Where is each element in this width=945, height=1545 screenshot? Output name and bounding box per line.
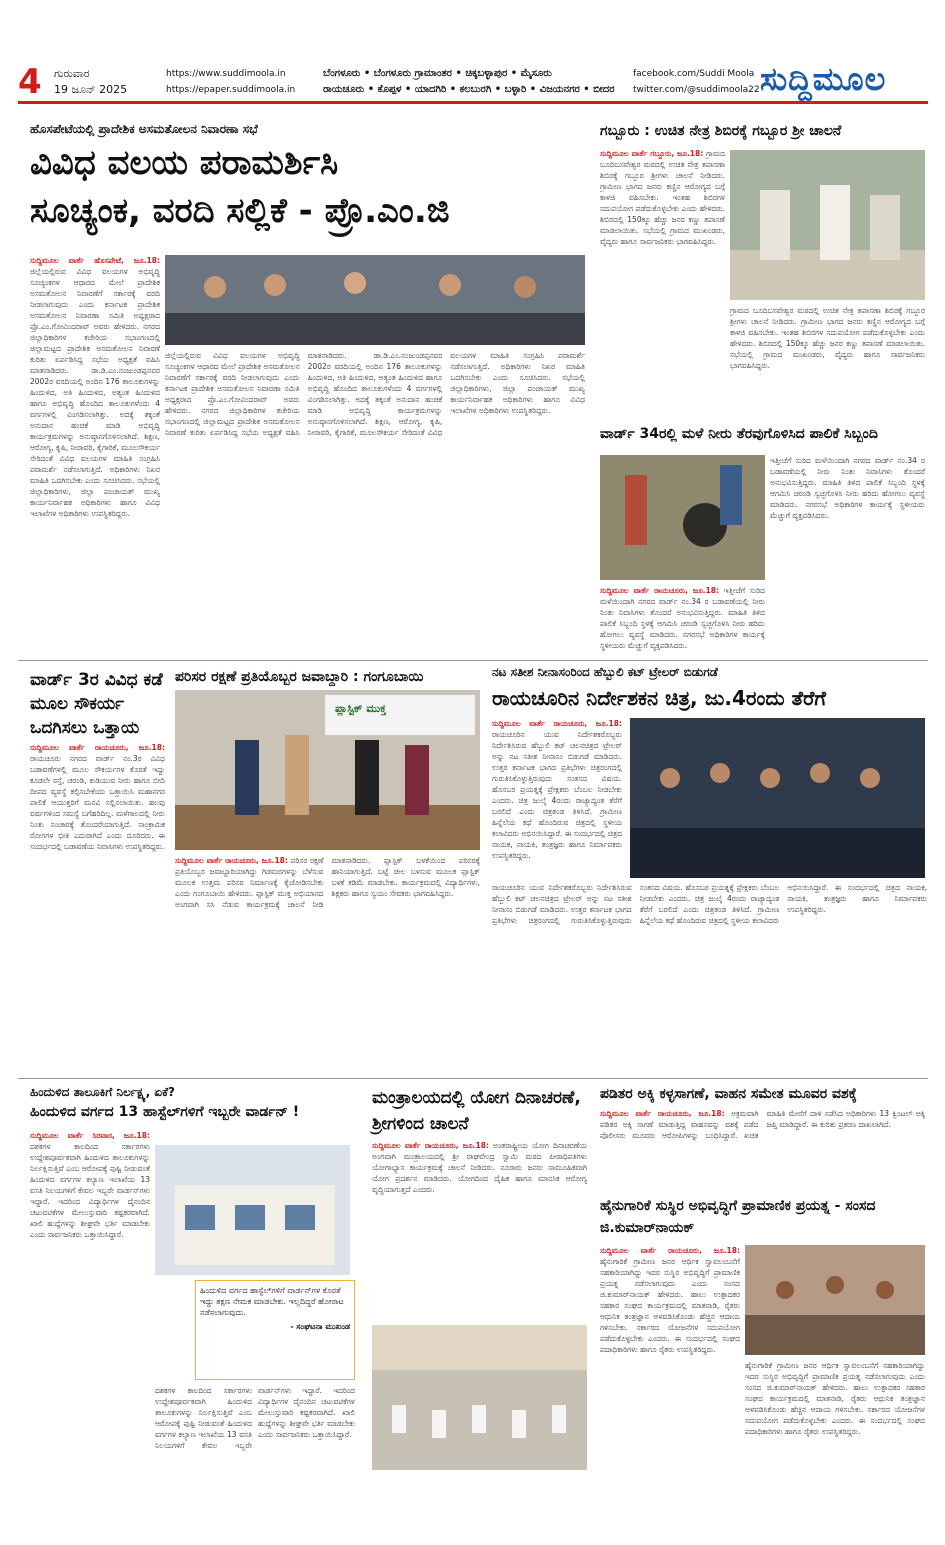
film-team-photo-image [630, 718, 925, 878]
story1-body-cols [165, 350, 585, 650]
yoga-photo-image [372, 1325, 587, 1470]
cities-row-1: ಬೆಂಗಳೂರು • ಬೆಂಗಳೂರು ಗ್ರಾಮಾಂತರ • ಚಿಕ್ಕಬಳ್ಳಾಪುರ • ಮೈಸೂರು [323, 68, 552, 79]
story6-byline: ಸುದ್ದಿಮೂಲ ವಾರ್ತೆ ರಾಯಚೂರು, ಜೂ.18: [492, 719, 622, 728]
story3-body-col1 [600, 585, 765, 655]
story5-headline: ಪರಿಸರ ರಕ್ಷಣೆ ಪ್ರತಿಯೊಬ್ಬರ ಜವಾಬ್ದಾರಿ : ಗಂಗೂಬಾಯಿ [175, 669, 424, 685]
website-link[interactable]: https://www.suddimoola.in [166, 69, 286, 79]
story3-photo [600, 455, 765, 580]
story2-byline: ಸುದ್ದಿಮೂಲ ವಾರ್ತೆ ಗಬ್ಬೂರು, ಜೂ.18: [600, 149, 704, 158]
story7-body-col1 [30, 1130, 150, 1530]
dairy-event-photo-image [745, 1245, 925, 1355]
hostel-photo-image [155, 1145, 350, 1275]
masthead-logo: ಸುದ್ದಿಮೂಲ [760, 60, 887, 98]
story4-headline: ವಾರ್ಡ್ 3ರ ವಿವಿಧ ಕಡೆ ಮೂಲ ಸೌಕರ್ಯ ಒದಗಿಸಲು ಒತ್ತಾಯ [30, 670, 163, 738]
story10-photo [745, 1245, 925, 1355]
story1-headline-1: ವಿವಿಧ ವಲಯ ಪರಾಮರ್ಶಿಸಿ [30, 143, 339, 183]
story8-body-text: ಅಂತರಾಷ್ಟ್ರೀಯ ಯೋಗ ದಿನಾಚರಣೆಯ ಅಂಗವಾಗಿ ಮಂತ್ರಾಲಯದಲ್ಲಿ ಶ್ರೀ ರಾಘವೇಂದ್ರ ಸ್ವಾಮಿ ಮಠದ ಪೀಠಾಧಿಪತಿಗಳು ಯೋಗಾಭ್ಯಾಸ ಕಾರ್ಯಕ್ರಮಕ್ಕೆ ಚಾಲನೆ ನೀಡಿದರು. ನೂರಾರು ಜನರು ಸಾಮೂಹಿಕವಾಗಿ ಯೋಗ ಪ್ರದರ್ಶನ ಮಾಡಿದರು. ಯೋಗದಿಂದ ದೈಹಿಕ ಹಾಗೂ ಮಾನಸಿಕ ಆರೋಗ್ಯ ವೃದ್ಧಿಯಾಗುತ್ತದೆ ಎಂದರು. [372, 1141, 587, 1194]
meeting-photo-image [165, 255, 585, 345]
story2-body-continued: ಗ್ರಾಮದ ಬೂದಿಬಸವೇಶ್ವರ ಮಠದಲ್ಲಿ ಉಚಿತ ನೇತ್ರ ತಪಾಸಣಾ ಶಿಬಿರಕ್ಕೆ ಗಬ್ಬೂರ ಶ್ರೀಗಳು ಚಾಲನೆ ನೀಡಿದರು. ಗ್ರಾಮೀಣ ಭಾಗದ ಜನರು ಕಣ್ಣಿನ ಆರೋಗ್ಯದ ಬಗ್ಗೆ ಕಾಳಜಿ ವಹಿಸಬೇಕು. ಇಂತಹ ಶಿಬಿರಗಳ ಸದುಪಯೋಗ ಪಡೆದುಕೊಳ್ಳಬೇಕು ಎಂದು ಹೇಳಿದರು. ಶಿಬಿರದಲ್ಲಿ 150ಕ್ಕೂ ಹೆಚ್ಚು ಜನರ ಕಣ್ಣು ತಪಾಸಣೆ ಮಾಡಲಾಯಿತು. ಸಭೆಯಲ್ಲಿ ಗ್ರಾಮದ ಮುಖಂಡರು, ವೈದ್ಯರು ಹಾಗೂ ಸಾರ್ವಜನಿಕರು ಭಾಗವಹಿಸಿದ್ದರು. [730, 306, 925, 370]
social-block [633, 66, 760, 98]
story2-body [600, 148, 725, 303]
story8-headline: ಮಂತ್ರಾಲಯದಲ್ಲಿ ಯೋಗ ದಿನಾಚರಣೆ, ಶ್ರೀಗಳಿಂದ ಚಾಲನೆ [372, 1088, 581, 1134]
drain-photo-image [600, 455, 765, 580]
date: 19 ಜೂನ್ 2025 [54, 83, 128, 96]
story8-byline: ಸುದ್ದಿಮೂಲ ವಾರ್ತೆ ರಾಯಚೂರು, ಜೂ.18: [372, 1141, 489, 1150]
story8-body [372, 1140, 587, 1320]
story7-quote: ಹಿಂದುಳಿದ ವರ್ಗದ ಹಾಸ್ಟೆಲ್‌ಗಳಿಗೆ ವಾರ್ಡನ್‌ಗಳ ಕೊರತೆ ಇದ್ದು ತಕ್ಷಣ ನೇಮಕ ಮಾಡಬೇಕು. ಇಲ್ಲದಿದ್ದರೆ ಹೋರಾಟ ನಡೆಸಲಾಗುವುದು. [200, 1286, 344, 1317]
story6-body-continued: ರಾಯಚೂರಿನ ಯುವ ನಿರ್ದೇಶಕರೊಬ್ಬರು ನಿರ್ದೇಶಿಸಿರುವ ಹೆಬ್ಬುಲಿ ಕಟ್ ಚಲನಚಿತ್ರದ ಟ್ರೇಲರ್ ಅನ್ನು ನಟ ಸತೀಶ ನೀನಾಸಂ ಬಿಡುಗಡೆ ಮಾಡಿದರು. ಉತ್ತರ ಕರ್ನಾಟಕ ಭಾಗದ ಪ್ರತಿಭೆಗಳು ಚಿತ್ರರಂಗದಲ್ಲಿ ಗುರುತಿಸಿಕೊಳ್ಳುತ್ತಿರುವುದು ಸಂತಸದ ವಿಷಯ. ಹೊಸಬರ ಪ್ರಯತ್ನಕ್ಕೆ ಪ್ರೇಕ್ಷಕರು ಬೆಂಬಲ ನೀಡಬೇಕು ಎಂದರು. ಚಿತ್ರ ಜುಲೈ 4ರಂದು ರಾಜ್ಯಾದ್ಯಂತ ತೆರೆಗೆ ಬರಲಿದೆ ಎಂದು ಚಿತ್ರತಂಡ ತಿಳಿಸಿದೆ. ಗ್ರಾಮೀಣ ಹಿನ್ನೆಲೆಯ ಕಥೆ ಹೊಂದಿರುವ ಚಿತ್ರದಲ್ಲಿ ಸ್ಥಳೀಯ ಕಲಾವಿದರು ಅಭಿನಯಿಸಿದ್ದಾರೆ. ಈ ಸಂದರ್ಭದಲ್ಲಿ ಚಿತ್ರದ ನಾಯಕ, ನಾಯಕಿ, ತಂತ್ರಜ್ಞರು ಹಾಗೂ ನಿರ್ಮಾಪಕರು ಉಪಸ್ಥಿತರಿದ್ದರು. [492, 883, 927, 925]
story5-body [175, 855, 480, 1065]
story7-body: ದಶಕಗಳ ಕಾಲದಿಂದ ಸರ್ಕಾರಗಳು ಉದ್ದೇಶಪೂರ್ವಕವಾಗಿ ಹಿಂದುಳಿದ ತಾಲೂಕುಗಳನ್ನು ನಿರ್ಲಕ್ಷಿಸುತ್ತಿವೆ ಎಂಬ ಆರೋಪಕ್ಕೆ ಪುಷ್ಟಿ ನೀಡುವಂತೆ ಹಿಂದುಳಿದ ವರ್ಗಗಳ ಕಲ್ಯಾಣ ಇಲಾಖೆಯ 13 ವಸತಿ ನಿಲಯಗಳಿಗೆ ಕೇವಲ ಇಬ್ಬರೇ ವಾರ್ಡನ್‌ಗಳು ಇದ್ದಾರೆ. ಇದರಿಂದ ವಿದ್ಯಾರ್ಥಿಗಳ ದೈನಂದಿನ ಚಟುವಟಿಕೆಗಳ ಮೇಲುಸ್ತುವಾರಿ ಕಷ್ಟಕರವಾಗಿದೆ. ಖಾಲಿ ಹುದ್ದೆಗಳನ್ನು ಶೀಘ್ರವೇ ಭರ್ತಿ ಮಾಡಬೇಕು ಎಂದು ಸಾರ್ವಜನಿಕರು ಒತ್ತಾಯಿಸಿದ್ದಾರೆ. [30, 1142, 150, 1239]
story7-headline: ಹಿಂದುಳಿದ ವರ್ಗದ 13 ಹಾಸ್ಟೆಲ್‌ಗಳಿಗೆ ಇಬ್ಬರೇ ವಾರ್ಡನ್ ! [30, 1104, 300, 1120]
story6-body: ರಾಯಚೂರಿನ ಯುವ ನಿರ್ದೇಶಕರೊಬ್ಬರು ನಿರ್ದೇಶಿಸಿರುವ ಹೆಬ್ಬುಲಿ ಕಟ್ ಚಲನಚಿತ್ರದ ಟ್ರೇಲರ್ ಅನ್ನು ನಟ ಸತೀಶ ನೀನಾಸಂ ಬಿಡುಗಡೆ ಮಾಡಿದರು. ಉತ್ತರ ಕರ್ನಾಟಕ ಭಾಗದ ಪ್ರತಿಭೆಗಳು ಚಿತ್ರರಂಗದಲ್ಲಿ ಗುರುತಿಸಿಕೊಳ್ಳುತ್ತಿರುವುದು ಸಂತಸದ ವಿಷಯ. ಹೊಸಬರ ಪ್ರಯತ್ನಕ್ಕೆ ಪ್ರೇಕ್ಷಕರು ಬೆಂಬಲ ನೀಡಬೇಕು ಎಂದರು. ಚಿತ್ರ ಜುಲೈ 4ರಂದು ರಾಜ್ಯಾದ್ಯಂತ ತೆರೆಗೆ ಬರಲಿದೆ ಎಂದು ಚಿತ್ರತಂಡ ತಿಳಿಸಿದೆ. ಗ್ರಾಮೀಣ ಹಿನ್ನೆಲೆಯ ಕಥೆ ಹೊಂದಿರುವ ಚಿತ್ರದಲ್ಲಿ ಸ್ಥಳೀಯ ಕಲಾವಿದರು ಅಭಿನಯಿಸಿದ್ದಾರೆ. ಈ ಸಂದರ್ಭದಲ್ಲಿ ಚಿತ್ರದ ನಾಯಕ, ನಾಯಕಿ, ತಂತ್ರಜ್ಞರು ಹಾಗೂ ನಿರ್ಮಾಪಕರು ಉಪಸ್ಥಿತರಿದ್ದರು. [492, 730, 622, 860]
facebook-link[interactable]: facebook.com/Suddi Moola [633, 69, 755, 79]
story10-body-continued: ಹೈನುಗಾರಿಕೆ ಗ್ರಾಮೀಣ ಜನರ ಆರ್ಥಿಕ ಸ್ವಾವಲಂಬನೆಗೆ ಸಹಕಾರಿಯಾಗಿದ್ದು ಇದರ ಸುಸ್ಥಿರ ಅಭಿವೃದ್ಧಿಗೆ ಪ್ರಾಮಾಣಿಕ ಪ್ರಯತ್ನ ನಡೆಸಲಾಗುವುದು ಎಂದು ಸಂಸದ ಜಿ.ಕುಮಾರ್‌ನಾಯಕ್ ಹೇಳಿದರು. ಹಾಲು ಉತ್ಪಾದಕರ ಸಹಕಾರ ಸಂಘದ ಕಾರ್ಯಕ್ರಮದಲ್ಲಿ ಮಾತನಾಡಿ, ರೈತರು ಆಧುನಿಕ ತಂತ್ರಜ್ಞಾನ ಅಳವಡಿಸಿಕೊಂಡು ಹೆಚ್ಚಿನ ಆದಾಯ ಗಳಿಸಬೇಕು. ಸರ್ಕಾರದ ಯೋಜನೆಗಳ ಸದುಪಯೋಗ ಪಡೆದುಕೊಳ್ಳಬೇಕು ಎಂದರು. ಈ ಸಂದರ್ಭದಲ್ಲಿ ಸಂಘದ ಪದಾಧಿಕಾರಿಗಳು ಹಾಗೂ ರೈತರು ಉಪಸ್ಥಿತರಿದ್ದರು. [745, 1361, 925, 1436]
url-block [166, 66, 295, 98]
story1-byline: ಸುದ್ದಿಮೂಲ ವಾರ್ತೆ ಹೊಸಪೇಟೆ, ಜೂ.18: [30, 256, 160, 265]
story1-body: ಜಿಲ್ಲೆಯಲ್ಲಿರುವ ವಿವಿಧ ವಲಯಗಳ ಅಭಿವೃದ್ಧಿ ಸೂಚ್ಯಂಕಗಳ ಆಧಾರದ ಮೇಲೆ ಪ್ರಾದೇಶಿಕ ಅಸಮತೋಲನ ನಿವಾರಣೆಗೆ ಸರ್ಕಾರಕ್ಕೆ ವರದಿ ನೀಡಲಾಗುವುದು ಎಂದು ಕರ್ನಾಟಕ ಪ್ರಾದೇಶಿಕ ಅಸಮತೋಲನ ನಿವಾರಣಾ ಸಮಿತಿ ಅಧ್ಯಕ್ಷರಾದ ಪ್ರೊ.ಎಂ.ಗೋವಿಂದರಾವ್ ಅವರು ಹೇಳಿದರು. ನಗರದ ಜಿಲ್ಲಾಧಿಕಾರಿಗಳ ಕಚೇರಿಯ ಸಭಾಂಗಣದಲ್ಲಿ ಜಿಲ್ಲಾಮಟ್ಟದ ಪ್ರಾದೇಶಿಕ ಅಸಮತೋಲನ ನಿವಾರಣೆ ಕುರಿತು ಏರ್ಪಡಿಸಿದ್ದ ಸಭೆಯ ಅಧ್ಯಕ್ಷತೆ ವಹಿಸಿ ಮಾತನಾಡಿದರು. ಡಾ.ಡಿ.ಎಂ.ನಂಜುಂಡಪ್ಪನವರ 2002ರ ವರದಿಯಲ್ಲಿ ಅಂದಿನ 176 ತಾಲೂಕುಗಳನ್ನು ಹಿಂದುಳಿದ, ಅತಿ ಹಿಂದುಳಿದ, ಅತ್ಯಂತ ಹಿಂದುಳಿದ ಹಾಗೂ ಅಭಿವೃದ್ಧಿ ಹೊಂದಿದ ತಾಲೂಕುಗಳೆಂದು 4 ವರ್ಗಗಳಲ್ಲಿ ವಿಂಗಡಿಸಲಾಗಿತ್ತು. ಅದಕ್ಕೆ ತಕ್ಕಂತೆ ಅನುದಾನ ಹಂಚಿಕೆ ಮಾಡಿ ಅಭಿವೃದ್ಧಿ ಕಾರ್ಯಕ್ರಮಗಳನ್ನು ಅನುಷ್ಠಾನಗೊಳಿಸಲಾಗಿದೆ. ಶಿಕ್ಷಣ, ಆರೋಗ್ಯ, ಕೃಷಿ, ನೀರಾವರಿ, ಕೈಗಾರಿಕೆ, ಮೂಲಸೌಕರ್ಯ ಸೇರಿದಂತೆ ವಿವಿಧ ವಲಯಗಳ ಮಾಹಿತಿ ಸಂಗ್ರಹಿಸಿ ಪರಾಮರ್ಶೆ ನಡೆಸಲಾಗುತ್ತಿದೆ. ಅಧಿಕಾರಿಗಳು ನಿಖರ ಮಾಹಿತಿ ಒದಗಿಸಬೇಕು ಎಂದು ಸೂಚಿಸಿದರು. ಸಭೆಯಲ್ಲಿ ಜಿಲ್ಲಾಧಿಕಾರಿಗಳು, ಜಿಲ್ಲಾ ಪಂಚಾಯತ್ ಮುಖ್ಯ ಕಾರ್ಯನಿರ್ವಾಹಕ ಅಧಿಕಾರಿಗಳು ಹಾಗೂ ವಿವಿಧ ಇಲಾಖೆಗಳ ಅಧಿಕಾರಿಗಳು ಉಪಸ್ಥಿತರಿದ್ದರು. [30, 267, 160, 518]
story6-headline: ರಾಯಚೂರಿನ ನಿರ್ದೇಶಕನ ಚಿತ್ರ, ಜು.4ರಂದು ತೆರೆಗೆ [492, 686, 826, 710]
story1-kicker: ಹೊಸಪೇಟೆಯಲ್ಲಿ ಪ್ರಾದೇಶಿಕ ಅಸಮತೋಲನ ನಿವಾರಣಾ ಸಭೆ [30, 122, 258, 136]
story9-body-text: ಅಕ್ರಮವಾಗಿ ಪಡಿತರ ಅಕ್ಕಿ ಸಾಗಣೆ ಮಾಡುತ್ತಿದ್ದ ವಾಹನವನ್ನು ವಶಕ್ಕೆ ಪಡೆದ ಪೊಲೀಸರು ಮೂವರು ಆರೋಪಿಗಳನ್ನು ಬಂಧಿಸಿದ್ದಾರೆ. ಖಚಿತ ಮಾಹಿತಿ ಮೇರೆಗೆ ದಾಳಿ ನಡೆಸಿದ ಅಧಿಕಾರಿಗಳು 13 ಕ್ವಿಂಟಲ್ ಅಕ್ಕಿ ಜಪ್ತಿ ಮಾಡಿದ್ದಾರೆ. ಈ ಕುರಿತು ಪ್ರಕರಣ ದಾಖಲಾಗಿದೆ. [600, 1109, 925, 1140]
tree-planting-photo-image [175, 690, 480, 850]
story10-body: ಹೈನುಗಾರಿಕೆ ಗ್ರಾಮೀಣ ಜನರ ಆರ್ಥಿಕ ಸ್ವಾವಲಂಬನೆಗೆ ಸಹಕಾರಿಯಾಗಿದ್ದು ಇದರ ಸುಸ್ಥಿರ ಅಭಿವೃದ್ಧಿಗೆ ಪ್ರಾಮಾಣಿಕ ಪ್ರಯತ್ನ ನಡೆಸಲಾಗುವುದು ಎಂದು ಸಂಸದ ಜಿ.ಕುಮಾರ್‌ನಾಯಕ್ ಹೇಳಿದರು. ಹಾಲು ಉತ್ಪಾದಕರ ಸಹಕಾರ ಸಂಘದ ಕಾರ್ಯಕ್ರಮದಲ್ಲಿ ಮಾತನಾಡಿ, ರೈತರು ಆಧುನಿಕ ತಂತ್ರಜ್ಞಾನ ಅಳವಡಿಸಿಕೊಂಡು ಹೆಚ್ಚಿನ ಆದಾಯ ಗಳಿಸಬೇಕು. ಸರ್ಕಾರದ ಯೋಜನೆಗಳ ಸದುಪಯೋಗ ಪಡೆದುಕೊಳ್ಳಬೇಕು ಎಂದರು. ಈ ಸಂದರ್ಭದಲ್ಲಿ ಸಂಘದ ಪದಾಧಿಕಾರಿಗಳು ಹಾಗೂ ರೈತರು ಉಪಸ್ಥಿತರಿದ್ದರು. [600, 1257, 740, 1354]
story3-headline: ವಾರ್ಡ್ 34ರಲ್ಲಿ ಮಳೆ ನೀರು ತೆರವುಗೊಳಿಸಿದ ಪಾಲಿಕೆ ಸಿಬ್ಬಂದಿ [600, 426, 878, 442]
cities-row-2: ರಾಯಚೂರು • ಕೊಪ್ಪಳ • ಯಾದಗಿರಿ • ಕಲಬುರಗಿ • ಬಳ್ಳಾರಿ • ವಿಜಯನಗರ • ಬೀದರ [323, 84, 615, 95]
story3-body-continued: ಇತ್ತೀಚೆಗೆ ಸುರಿದ ಮಳೆಯಿಂದಾಗಿ ನಗರದ ವಾರ್ಡ್ ನಂ.34 ರ ಬಡಾವಣೆಯಲ್ಲಿ ನೀರು ನಿಂತು ನಿವಾಸಿಗಳು ತೊಂದರೆ ಅನುಭವಿಸುತ್ತಿದ್ದರು. ಮಾಹಿತಿ ತಿಳಿದ ಪಾಲಿಕೆ ಸಿಬ್ಬಂದಿ ಸ್ಥಳಕ್ಕೆ ಆಗಮಿಸಿ ಚರಂಡಿ ಸ್ವಚ್ಛಗೊಳಿಸಿ ನೀರು ಹರಿದು ಹೋಗಲು ವ್ಯವಸ್ಥೆ ಮಾಡಿದರು. ನಗರಸಭೆ ಅಧಿಕಾರಿಗಳ ಕಾರ್ಯಕ್ಕೆ ಸ್ಥಳೀಯರು ಮೆಚ್ಚುಗೆ ವ್ಯಕ್ತಪಡಿಸಿದರು. [770, 456, 925, 520]
story2-photo [730, 150, 925, 300]
story1-kicker-row [30, 118, 590, 137]
story2-body-text: ಗ್ರಾಮದ ಬೂದಿಬಸವೇಶ್ವರ ಮಠದಲ್ಲಿ ಉಚಿತ ನೇತ್ರ ತಪಾಸಣಾ ಶಿಬಿರಕ್ಕೆ ಗಬ್ಬೂರ ಶ್ರೀಗಳು ಚಾಲನೆ ನೀಡಿದರು. ಗ್ರಾಮೀಣ ಭಾಗದ ಜನರು ಕಣ್ಣಿನ ಆರೋಗ್ಯದ ಬಗ್ಗೆ ಕಾಳಜಿ ವಹಿಸಬೇಕು. ಇಂತಹ ಶಿಬಿರಗಳ ಸದುಪಯೋಗ ಪಡೆದುಕೊಳ್ಳಬೇಕು ಎಂದು ಹೇಳಿದರು. ಶಿಬಿರದಲ್ಲಿ 150ಕ್ಕೂ ಹೆಚ್ಚು ಜನರ ಕಣ್ಣು ತಪಾಸಣೆ ಮಾಡಲಾಯಿತು. ಸಭೆಯಲ್ಲಿ ಗ್ರಾಮದ ಮುಖಂಡರು, ವೈದ್ಯರು ಹಾಗೂ ಸಾರ್ವಜನಿಕರು ಭಾಗವಹಿಸಿದ್ದರು. [600, 149, 725, 246]
date-block [54, 66, 127, 98]
page-number: 4 [18, 62, 42, 102]
story2-body-col2 [730, 305, 925, 415]
story3-body-col2 [770, 455, 925, 655]
story3-body: ಇತ್ತೀಚೆಗೆ ಸುರಿದ ಮಳೆಯಿಂದಾಗಿ ನಗರದ ವಾರ್ಡ್ ನಂ.34 ರ ಬಡಾವಣೆಯಲ್ಲಿ ನೀರು ನಿಂತು ನಿವಾಸಿಗಳು ತೊಂದರೆ ಅನುಭವಿಸುತ್ತಿದ್ದರು. ಮಾಹಿತಿ ತಿಳಿದ ಪಾಲಿಕೆ ಸಿಬ್ಬಂದಿ ಸ್ಥಳಕ್ಕೆ ಆಗಮಿಸಿ ಚರಂಡಿ ಸ್ವಚ್ಛಗೊಳಿಸಿ ನೀರು ಹರಿದು ಹೋಗಲು ವ್ಯವಸ್ಥೆ ಮಾಡಿದರು. ನಗರಸಭೆ ಅಧಿಕಾರಿಗಳ ಕಾರ್ಯಕ್ಕೆ ಸ್ಥಳೀಯರು ಮೆಚ್ಚುಗೆ ವ್ಯಕ್ತಪಡಿಸಿದರು. [600, 586, 765, 650]
eye-camp-photo-image [730, 150, 925, 300]
divider-2 [18, 1078, 928, 1079]
story7-byline: ಸುದ್ದಿಮೂಲ ವಾರ್ತೆ ಸಿರವಾರ, ಜೂ.18: [30, 1131, 150, 1140]
story10-byline: ಸುದ್ದಿಮೂಲ ವಾರ್ತೆ ರಾಯಚೂರು, ಜೂ.18: [600, 1246, 740, 1255]
story5-body-text: ಪರಿಸರ ರಕ್ಷಣೆ ಪ್ರತಿಯೊಬ್ಬರ ಜವಾಬ್ದಾರಿಯಾಗಿದ್ದು ಗಿಡಮರಗಳನ್ನು ಬೆಳೆಸುವ ಮೂಲಕ ಉತ್ತಮ ಪರಿಸರ ನಿರ್ಮಾಣಕ್ಕೆ ಕೈಜೋಡಿಸಬೇಕು ಎಂದು ಗಂಗೂಬಾಯಿ ಹೇಳಿದರು. ಪ್ಲಾಸ್ಟಿಕ್ ಮುಕ್ತ ಅಭಿಯಾನದ ಅಂಗವಾಗಿ ಸಸಿ ನೆಡುವ ಕಾರ್ಯಕ್ರಮಕ್ಕೆ ಚಾಲನೆ ನೀಡಿ ಮಾತನಾಡಿದರು. ಪ್ಲಾಸ್ಟಿಕ್ ಬಳಕೆಯಿಂದ ಪರಿಸರಕ್ಕೆ ಹಾನಿಯಾಗುತ್ತಿದೆ. ಬಟ್ಟೆ ಚೀಲ ಬಳಸುವ ಮೂಲಕ ಪ್ಲಾಸ್ಟಿಕ್ ಬಳಕೆ ಕಡಿಮೆ ಮಾಡಬೇಕು. ಕಾರ್ಯಕ್ರಮದಲ್ಲಿ ವಿದ್ಯಾರ್ಥಿಗಳು, ಶಿಕ್ಷಕರು ಹಾಗೂ ಸ್ವಯಂ ಸೇವಕರು ಭಾಗವಹಿಸಿದ್ದರು. [175, 856, 480, 909]
story4-byline: ಸುದ್ದಿಮೂಲ ವಾರ್ತೆ ರಾಯಚೂರು, ಜೂ.18: [30, 743, 165, 752]
story1-headline-2: ಸೂಚ್ಯಂಕ, ವರದಿ ಸಲ್ಲಿಕೆ - ಪ್ರೊ.ಎಂ.ಜಿ [30, 191, 450, 231]
story7-body-continued: ದಶಕಗಳ ಕಾಲದಿಂದ ಸರ್ಕಾರಗಳು ಉದ್ದೇಶಪೂರ್ವಕವಾಗಿ ಹಿಂದುಳಿದ ತಾಲೂಕುಗಳನ್ನು ನಿರ್ಲಕ್ಷಿಸುತ್ತಿವೆ ಎಂಬ ಆರೋಪಕ್ಕೆ ಪುಷ್ಟಿ ನೀಡುವಂತೆ ಹಿಂದುಳಿದ ವರ್ಗಗಳ ಕಲ್ಯಾಣ ಇಲಾಖೆಯ 13 ವಸತಿ ನಿಲಯಗಳಿಗೆ ಕೇವಲ ಇಬ್ಬರೇ ವಾರ್ಡನ್‌ಗಳು ಇದ್ದಾರೆ. ಇದರಿಂದ ವಿದ್ಯಾರ್ಥಿಗಳ ದೈನಂದಿನ ಚಟುವಟಿಕೆಗಳ ಮೇಲುಸ್ತುವಾರಿ ಕಷ್ಟಕರವಾಗಿದೆ. ಖಾಲಿ ಹುದ್ದೆಗಳನ್ನು ಶೀಘ್ರವೇ ಭರ್ತಿ ಮಾಡಬೇಕು ಎಂದು ಸಾರ್ವಜನಿಕರು ಒತ್ತಾಯಿಸಿದ್ದಾರೆ. [155, 1386, 355, 1450]
story8-photo [372, 1325, 587, 1470]
story7-body-cols [155, 1385, 355, 1530]
story10-headline: ಹೈನುಗಾರಿಕೆ ಸುಸ್ಥಿರ ಅಭಿವೃದ್ಧಿಗೆ ಪ್ರಾಮಾಣಿಕ ಪ್ರಯತ್ನ - ಸಂಸದ ಜಿ.ಕುಮಾರ್‌ನಾಯಕ್ [600, 1198, 876, 1236]
story7-quote-by: - ಸಂಘಟನಾ ಮುಖಂಡ [290, 1322, 350, 1331]
city-list [323, 66, 615, 98]
story2-headline: ಗಬ್ಬೂರು : ಉಚಿತ ನೇತ್ರ ಶಿಬಿರಕ್ಕೆ ಗಬ್ಬೂರ ಶ್ರೀ ಚಾಲನೆ [600, 123, 842, 139]
story4-body-text: ರಾಯಚೂರು ನಗರದ ವಾರ್ಡ್ ನಂ.3ರ ವಿವಿಧ ಬಡಾವಣೆಗಳಲ್ಲಿ ಮೂಲ ಸೌಕರ್ಯಗಳ ಕೊರತೆ ಇದ್ದು ಕೂಡಲೇ ರಸ್ತೆ, ಚರಂಡಿ, ಕುಡಿಯುವ ನೀರು ಹಾಗೂ ಬೀದಿ ದೀಪದ ವ್ಯವಸ್ಥೆ ಕಲ್ಪಿಸಬೇಕೆಂದು ಒತ್ತಾಯಿಸಿ ಮಹಾನಗರ ಪಾಲಿಕೆ ಆಯುಕ್ತರಿಗೆ ಮನವಿ ಸಲ್ಲಿಸಲಾಯಿತು. ಹಲವು ವರ್ಷಗಳಿಂದ ಸಮಸ್ಯೆ ಬಗೆಹರಿದಿಲ್ಲ. ಮಳೆಗಾಲದಲ್ಲಿ ನೀರು ನಿಂತು ಸಂಚಾರಕ್ಕೆ ತೊಂದರೆಯಾಗುತ್ತಿದೆ. ಸಾಂಕ್ರಾಮಿಕ ರೋಗಗಳ ಭೀತಿ ಎದುರಾಗಿದೆ ಎಂದು ದೂರಿದರು. ಈ ಸಂದರ್ಭದಲ್ಲಿ ಬಡಾವಣೆಯ ನಿವಾಸಿಗಳು ಉಪಸ್ಥಿತರಿದ್ದರು. [30, 754, 165, 851]
story1-body-col1 [30, 255, 160, 650]
story6-body-col1 [492, 718, 622, 878]
story7-kicker: ಹಿಂದುಳಿದ ತಾಲೂಕಿಗೆ ನಿರ್ಲಕ್ಷ್ಯ, ಏಕೆ? [30, 1085, 176, 1099]
epaper-link[interactable]: https://epaper.suddimoola.in [166, 85, 296, 95]
story3-byline: ಸುದ್ದಿಮೂಲ ವಾರ್ತೆ ರಾಯಚೂರು, ಜೂ.18: [600, 586, 719, 595]
story10-body-col2 [745, 1360, 925, 1530]
story6-photo [630, 718, 925, 878]
photo-banner-text: ಪ್ಲಾಸ್ಟಿಕ್ ಮುಕ್ತ [335, 702, 387, 715]
story9-byline: ಸುದ್ದಿಮೂಲ ವಾರ್ತೆ ರಾಯಚೂರು, ಜೂ.18: [600, 1109, 725, 1118]
twitter-link[interactable]: twitter.com/@suddimoola22 [633, 85, 760, 95]
story6-kicker: ನಟ ಸತೀಶ ನೀನಾಸಂರಿಂದ ಹೆಬ್ಬುಲಿ ಕಟ್ ಟ್ರೇಲರ್ ಬಿಡುಗಡೆ [492, 665, 718, 679]
story10-body-col1 [600, 1245, 740, 1530]
story5-byline: ಸುದ್ದಿಮೂಲ ವಾರ್ತೆ ರಾಯಚೂರು, ಜೂ.18: [175, 856, 288, 865]
story9-headline: ಪಡಿತರ ಅಕ್ಕಿ ಕಳ್ಳಸಾಗಣೆ, ವಾಹನ ಸಮೇತ ಮೂವರ ವಶಕ್ಕೆ [600, 1086, 857, 1102]
page-header [18, 60, 928, 104]
story7-quote-box [195, 1280, 355, 1380]
story6-body-cols [492, 882, 927, 1072]
story4-body [30, 742, 165, 1072]
day: ಗುರುವಾರ [54, 67, 90, 80]
story7-photo [155, 1145, 350, 1275]
story1-photo [165, 255, 585, 345]
divider [18, 660, 928, 661]
story9-body [600, 1108, 925, 1188]
story1-body-continued: ಜಿಲ್ಲೆಯಲ್ಲಿರುವ ವಿವಿಧ ವಲಯಗಳ ಅಭಿವೃದ್ಧಿ ಸೂಚ್ಯಂಕಗಳ ಆಧಾರದ ಮೇಲೆ ಪ್ರಾದೇಶಿಕ ಅಸಮತೋಲನ ನಿವಾರಣೆಗೆ ಸರ್ಕಾರಕ್ಕೆ ವರದಿ ನೀಡಲಾಗುವುದು ಎಂದು ಕರ್ನಾಟಕ ಪ್ರಾದೇಶಿಕ ಅಸಮತೋಲನ ನಿವಾರಣಾ ಸಮಿತಿ ಅಧ್ಯಕ್ಷರಾದ ಪ್ರೊ.ಎಂ.ಗೋವಿಂದರಾವ್ ಅವರು ಹೇಳಿದರು. ನಗರದ ಜಿಲ್ಲಾಧಿಕಾರಿಗಳ ಕಚೇರಿಯ ಸಭಾಂಗಣದಲ್ಲಿ ಜಿಲ್ಲಾಮಟ್ಟದ ಪ್ರಾದೇಶಿಕ ಅಸಮತೋಲನ ನಿವಾರಣೆ ಕುರಿತು ಏರ್ಪಡಿಸಿದ್ದ ಸಭೆಯ ಅಧ್ಯಕ್ಷತೆ ವಹಿಸಿ ಮಾತನಾಡಿದರು. ಡಾ.ಡಿ.ಎಂ.ನಂಜುಂಡಪ್ಪನವರ 2002ರ ವರದಿಯಲ್ಲಿ ಅಂದಿನ 176 ತಾಲೂಕುಗಳನ್ನು ಹಿಂದುಳಿದ, ಅತಿ ಹಿಂದುಳಿದ, ಅತ್ಯಂತ ಹಿಂದುಳಿದ ಹಾಗೂ ಅಭಿವೃದ್ಧಿ ಹೊಂದಿದ ತಾಲೂಕುಗಳೆಂದು 4 ವರ್ಗಗಳಲ್ಲಿ ವಿಂಗಡಿಸಲಾಗಿತ್ತು. ಅದಕ್ಕೆ ತಕ್ಕಂತೆ ಅನುದಾನ ಹಂಚಿಕೆ ಮಾಡಿ ಅಭಿವೃದ್ಧಿ ಕಾರ್ಯಕ್ರಮಗಳನ್ನು ಅನುಷ್ಠಾನಗೊಳಿಸಲಾಗಿದೆ. ಶಿಕ್ಷಣ, ಆರೋಗ್ಯ, ಕೃಷಿ, ನೀರಾವರಿ, ಕೈಗಾರಿಕೆ, ಮೂಲಸೌಕರ್ಯ ಸೇರಿದಂತೆ ವಿವಿಧ ವಲಯಗಳ ಮಾಹಿತಿ ಸಂಗ್ರಹಿಸಿ ಪರಾಮರ್ಶೆ ನಡೆಸಲಾಗುತ್ತಿದೆ. ಅಧಿಕಾರಿಗಳು ನಿಖರ ಮಾಹಿತಿ ಒದಗಿಸಬೇಕು ಎಂದು ಸೂಚಿಸಿದರು. ಸಭೆಯಲ್ಲಿ ಜಿಲ್ಲಾಧಿಕಾರಿಗಳು, ಜಿಲ್ಲಾ ಪಂಚಾಯತ್ ಮುಖ್ಯ ಕಾರ್ಯನಿರ್ವಾಹಕ ಅಧಿಕಾರಿಗಳು ಹಾಗೂ ವಿವಿಧ ಇಲಾಖೆಗಳ ಅಧಿಕಾರಿಗಳು ಉಪಸ್ಥಿತರಿದ್ದರು. [165, 351, 585, 437]
story5-photo [175, 690, 480, 850]
